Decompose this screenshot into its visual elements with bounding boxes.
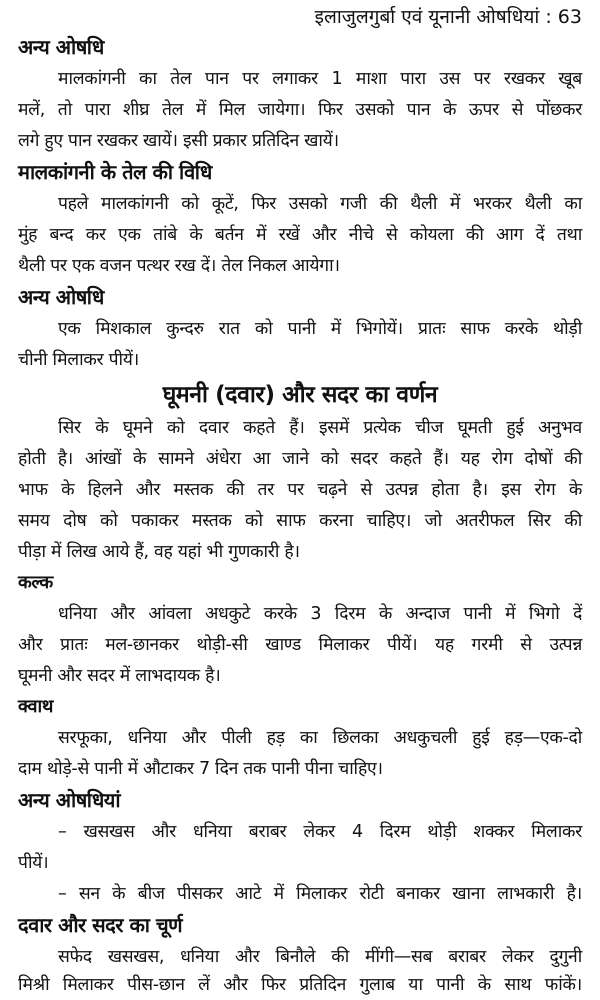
paragraph-line: घूमनी और सदर में लाभदायक है। [18, 666, 221, 686]
paragraph-line: होती है। आंखों के सामने अंधेरा आ जाने को सदर कहते हैं। यह रोग दोषों की [18, 449, 582, 469]
paragraph-line: मलें, तो पारा शीघ्र तेल में मिल जायेगा। फिर उसको पान के ऊपर से पोंछकर [18, 100, 582, 120]
list-item-line: – सन के बीज पीसकर आटे में मिलाकर रोटी बनाकर खाना लाभकारी है। [58, 884, 582, 904]
section-heading: क्वाथ [18, 696, 54, 717]
list-item-line: – खसखस और धनिया बराबर लेकर 4 दिरम थोड़ी शक्कर मिलाकर [58, 822, 582, 842]
paragraph-line: सफेद खसखस, धनिया और बिनौले की मींगी—सब बराबर लेकर दुगुनी [58, 947, 582, 967]
paragraph-line: सरफूका, धनिया और पीली हड़ का छिलका अधकुचली हुई हड़—एक-दो [58, 728, 582, 748]
paragraph-line: दाम थोड़े-से पानी में औटाकर 7 दिन तक पानी पीना चाहिए। [18, 759, 383, 779]
section-heading: मालकांगनी के तेल की विधि [18, 160, 212, 184]
paragraph-line: एक मिशकाल कुन्दरु रात को पानी में भिगोयें। प्रातः साफ करके थोड़ी [58, 319, 582, 339]
section-heading: दवार और सदर का चूर्ण [18, 913, 183, 937]
section-heading: कल्क [18, 572, 53, 593]
paragraph-line: चीनी मिलाकर पीयें। [18, 350, 139, 370]
paragraph-line: लगे हुए पान रखकर खायें। इसी प्रकार प्रतिदिन खायें। [18, 131, 339, 151]
paragraph-line: पहले मालकांगनी को कूटें, फिर उसको गजी की थैली में भरकर थैली का [58, 194, 582, 214]
paragraph-line: मुंह बन्द कर एक तांबे के बर्तन में रखें और नीचे से कोयला की आग दें तथा [18, 225, 582, 245]
paragraph-line: मिश्री मिलाकर पीस-छान लें और फिर प्रतिदिन गुलाब या पानी के साथ फांकें। [18, 975, 582, 995]
paragraph-line: और प्रातः मल-छानकर थोड़ी-सी खाण्ड मिलाकर पीयें। यह गरमी से उत्पन्न [18, 635, 582, 655]
running-header: इलाजुलगुर्बा एवं यूनानी ओषधियां : 63 [314, 6, 582, 28]
list-item-line: पीयें। [18, 853, 49, 873]
section-heading: अन्य ओषधियां [18, 788, 121, 812]
chapter-title: घूमनी (दवार) और सदर का वर्णन [162, 382, 438, 408]
paragraph-line: भाफ के हिलने और मस्तक की तर पर चढ़ने से उत्पन्न होता है। इस रोग के [18, 480, 582, 500]
paragraph-line: मालकांगनी का तेल पान पर लगाकर 1 माशा पारा उस पर रखकर खूब [58, 69, 582, 89]
paragraph-line: समय दोष को पकाकर मस्तक को साफ करना चाहिए। जो अतरीफल सिर की [18, 511, 582, 531]
paragraph-line: थैली पर एक वजन पत्थर रख दें। तेल निकल आयेगा। [18, 256, 340, 276]
paragraph-line: पीड़ा में लिख आये हैं, वह यहां भी गुणकारी है। [18, 542, 300, 562]
paragraph-line: सिर के घूमने को दवार कहते हैं। इसमें प्रत्येक चीज घूमती हुई अनुभव [58, 418, 582, 438]
paragraph-line: धनिया और आंवला अधकुटे करके 3 दिरम के अन्दाज पानी में भिगो दें [58, 604, 582, 624]
section-heading: अन्य ओषधि [18, 285, 104, 309]
section-heading: अन्य ओषधि [18, 35, 104, 59]
